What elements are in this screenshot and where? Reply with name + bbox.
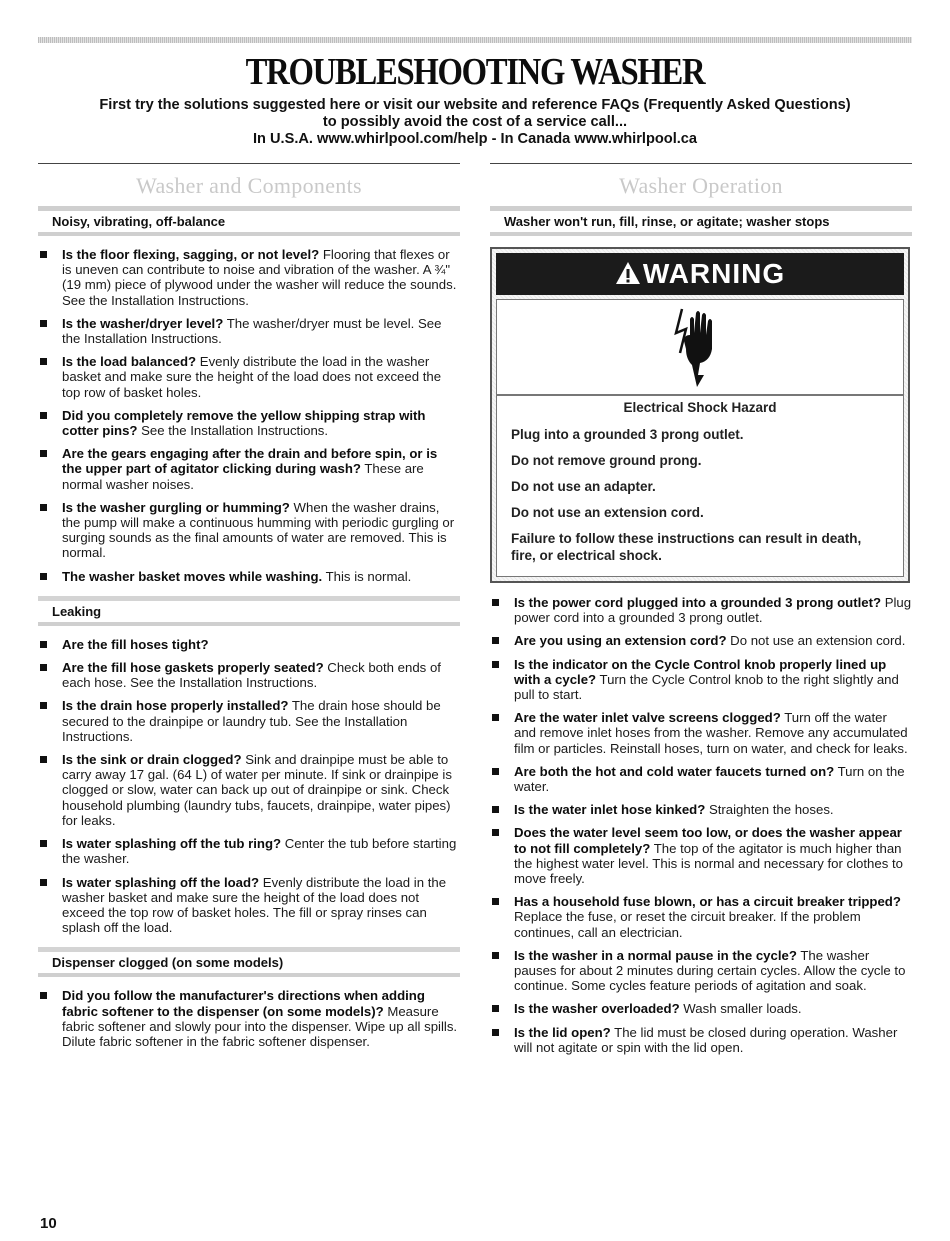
intro-line-3: In U.S.A. www.whirlpool.com/help - In Canada www.whirlpool.ca xyxy=(252,131,698,147)
warning-header xyxy=(496,253,904,295)
list-item: Is the power cord plugged into a grounded 3 prong outlet? Plug power cord into a grounded 3 prong outlet. xyxy=(490,595,912,625)
list-item: Has a household fuse blown, or has a circuit breaker tripped? Replace the fuse, or reset the circuit breaker. If the problem continues, call an electrician. xyxy=(490,894,912,940)
warning-line: Failure to follow these instructions can result in death, fire, or electrical shock. xyxy=(511,531,862,563)
page-title: TROUBLESHOOTING WASHER xyxy=(245,51,705,93)
left-column-rule xyxy=(38,163,460,164)
page-number: 10 xyxy=(40,1215,57,1232)
warning-label: WARNING xyxy=(642,258,786,289)
section-title: Dispenser clogged (on some models) xyxy=(38,947,460,977)
section-title: Washer won't run, fill, rinse, or agitate; washer stops xyxy=(490,206,912,236)
list-item: Is the water inlet hose kinked? Straighten the hoses. xyxy=(490,802,912,817)
intro-line-1: First try the solutions suggested here or visit our website and reference FAQs (Frequently Asked Questions) xyxy=(99,97,851,113)
right-column-rule xyxy=(490,163,912,164)
intro-block xyxy=(60,97,890,148)
list-item: Are the gears engaging after the drain and before spin, or is the upper part of agitator clicking during wash? These are normal washer noises. xyxy=(38,446,460,492)
warning-line: Plug into a grounded 3 prong outlet. xyxy=(511,427,744,442)
warning-line: Do not use an adapter. xyxy=(511,479,656,494)
section-title: Noisy, vibrating, off-balance xyxy=(38,206,460,236)
list-item: Are the water inlet valve screens clogged? Turn off the water and remove inlet hoses from the washer. Remove any accumulated film or particles. Reinstall hoses, turn on water, and check for leaks. xyxy=(490,710,912,756)
washer-operation-column xyxy=(490,168,912,1063)
list-item: Is the washer in a normal pause in the cycle? The washer pauses for about 2 minutes during certain cycles. Allow the cycle to continue. Some cycles feature periods of agitation and soak. xyxy=(490,948,912,994)
dispenser-items-list xyxy=(38,988,460,1049)
list-item: Are you using an extension cord? Do not use an extension cord. xyxy=(490,633,912,648)
column-heading: Washer and Components xyxy=(136,173,362,198)
list-item: Are the fill hose gaskets properly seated? Check both ends of each hose. See the Installation Instructions. xyxy=(38,660,460,690)
warning-triangle-icon xyxy=(615,255,641,297)
list-item: Is water splashing off the tub ring? Center the tub before starting the washer. xyxy=(38,836,460,866)
list-item: Are the fill hoses tight? xyxy=(38,637,460,652)
operation-items-list xyxy=(490,595,912,1055)
list-item: Is the floor flexing, sagging, or not level? Flooring that flexes or is uneven can contribute to noise and vibration of the washer. A ¾" (19 mm) piece of plywood under the washer will reduce the sounds. See the Installation Instructions. xyxy=(38,247,460,308)
hazard-title: Electrical Shock Hazard xyxy=(623,400,777,415)
noise-items-list xyxy=(38,247,460,584)
warning-line: Do not remove ground prong. xyxy=(511,453,702,468)
list-item: Is water splashing off the load? Evenly distribute the load in the washer basket and make sure the height of the load does not exceed the top row of basket holes. The fill or spray rinses can splash off the load. xyxy=(38,875,460,936)
list-item: Is the drain hose properly installed? The drain hose should be secured to the drainpipe or laundry tub. See the Installation Instructions. xyxy=(38,698,460,744)
column-heading: Washer Operation xyxy=(619,173,783,198)
list-item: Is the washer/dryer level? The washer/dryer must be level. See the Installation Instructions. xyxy=(38,316,460,346)
list-item: Is the indicator on the Cycle Control knob properly lined up with a cycle? Turn the Cycle Control knob to the right slightly and pull to start. xyxy=(490,657,912,703)
list-item: Is the washer overloaded? Wash smaller loads. xyxy=(490,1001,912,1016)
leaking-items-list xyxy=(38,637,460,935)
warning-body xyxy=(496,395,904,577)
warning-line: Do not use an extension cord. xyxy=(511,505,704,520)
list-item: Are both the hot and cold water faucets turned on? Turn on the water. xyxy=(490,764,912,794)
warning-box xyxy=(490,247,910,583)
list-item: Did you follow the manufacturer's directions when adding fabric softener to the dispenser (on some models)? Measure fabric softener and slowly pour into the dispenser. Wipe up all spills. Dilute fabric softener in the fabric softener dispenser. xyxy=(38,988,460,1049)
list-item: Is the washer gurgling or humming? When the washer drains, the pump will make a continuous humming with periodic gurgling or surging sounds as the final amounts of water are removed. This is normal. xyxy=(38,500,460,561)
top-divider xyxy=(38,37,912,43)
list-item: Is the load balanced? Evenly distribute the load in the washer basket and make sure the height of the load does not exceed the top row of basket holes. xyxy=(38,354,460,400)
intro-line-2: to possibly avoid the cost of a service call... xyxy=(322,114,628,130)
section-title: Leaking xyxy=(38,596,460,626)
washer-components-column xyxy=(38,168,460,1057)
list-item: Does the water level seem too low, or does the washer appear to not fill completely? The top of the agitator is much higher than the highest water level. This is normal and necessary for clothes to move freely. xyxy=(490,825,912,886)
list-item: Is the lid open? The lid must be closed during operation. Washer will not agitate or spin with the lid open. xyxy=(490,1025,912,1055)
electric-shock-icon xyxy=(496,299,904,395)
list-item: Is the sink or drain clogged? Sink and drainpipe must be able to carry away 17 gal. (64 L) of water per minute. If sink or drainpipe is clogged or slow, water can back up out of drainpipe or sink. Check household plumbing (laundry tubs, faucets, drainpipe, water pipes) for leaks. xyxy=(38,752,460,828)
list-item: The washer basket moves while washing. This is normal. xyxy=(38,569,460,584)
list-item: Did you completely remove the yellow shipping strap with cotter pins? See the Installation Instructions. xyxy=(38,408,460,438)
